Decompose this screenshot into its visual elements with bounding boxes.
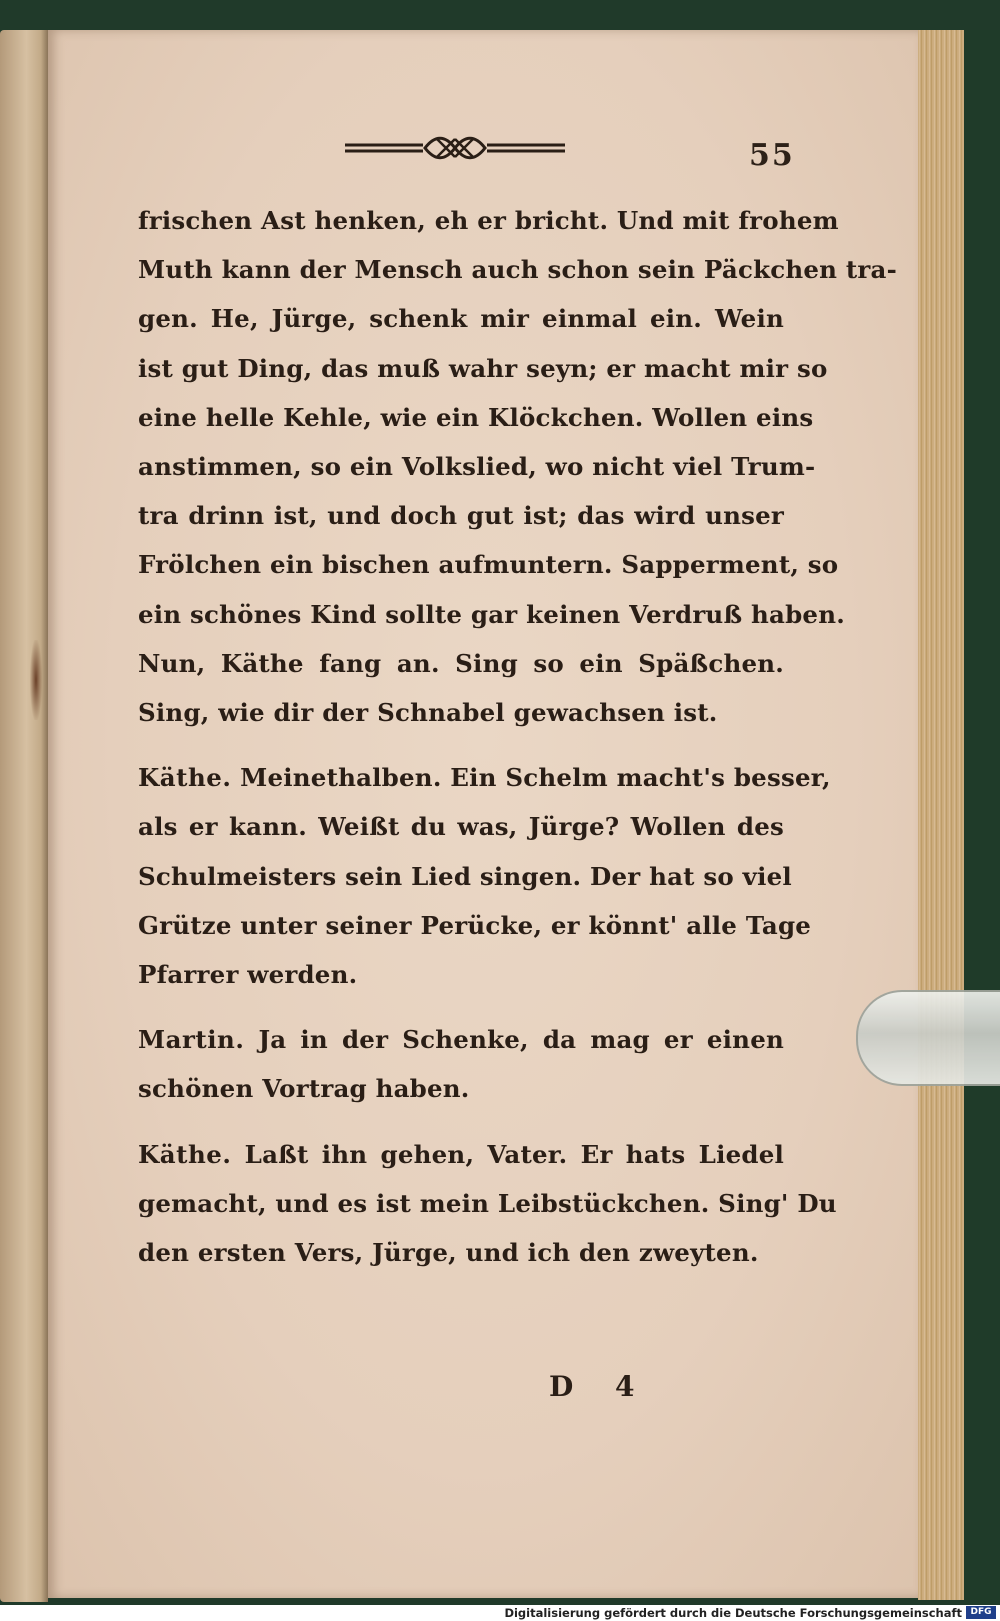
text-line: Sing, wie dir der Schnabel gewachsen ist. (138, 698, 718, 728)
paragraph-2 (138, 753, 831, 999)
speaker-name: Käthe. (138, 1139, 232, 1169)
text-line: Frölchen ein bischen aufmuntern. Sapperment, so (138, 550, 839, 580)
text-line: Schulmeisters sein Lied singen. Der hat so viel (138, 861, 792, 891)
text-line: Ja in der Schenke, da mag er einen (258, 1025, 784, 1055)
text-line: Laßt ihn gehen, Vater. Er hats Liedel (244, 1139, 784, 1169)
text-line: Nun, Käthe fang an. Sing so ein Späßchen. (138, 648, 784, 678)
left-page-edge (0, 30, 48, 1602)
bookmark-clip (856, 990, 1000, 1086)
scan-border (964, 30, 1000, 1605)
text-line: den ersten Vers, Jürge, und ich den zweyten. (138, 1238, 759, 1268)
text-line: gen. He, Jürge, schenk mir einmal ein. Wein (138, 304, 784, 334)
text-line: frischen Ast henken, eh er bricht. Und mit frohem (138, 206, 839, 235)
footer-credit: Digitalisierung gefördert durch die Deutsche Forschungsgemeinschaft (504, 1606, 962, 1620)
text-line: anstimmen, so ein Volkslied, wo nicht viel Trum- (138, 452, 816, 482)
signature-mark: D 4 (549, 1370, 651, 1403)
main-text (138, 196, 897, 1277)
text-line: als er kann. Weißt du was, Jürge? Wollen des (138, 812, 784, 842)
text-line: Meinethalben. Ein Schelm macht's besser, (240, 763, 831, 793)
text-line: tra drinn ist, und doch gut ist; das wird unser (138, 501, 784, 531)
speaker-name: Martin. (138, 1025, 245, 1055)
text-line: eine helle Kehle, wie ein Klöckchen. Wollen eins (138, 402, 814, 432)
paper-stain (30, 640, 42, 720)
text-line: Pfarrer werden. (138, 960, 358, 990)
text-line: Muth kann der Mensch auch schon sein Päckchen tra- (138, 255, 897, 285)
paragraph-4 (138, 1130, 837, 1278)
text-line: gemacht, und es ist mein Leibstückchen. Sing' Du (138, 1188, 837, 1218)
paragraph-1 (138, 196, 897, 737)
page-stack-edge (918, 30, 967, 1600)
paragraph-3 (138, 1015, 784, 1113)
dfg-logo: DFG (966, 1606, 996, 1619)
header-ornament-icon (345, 133, 565, 163)
text-line: ist gut Ding, das muß wahr seyn; er macht mir so (138, 353, 828, 383)
speaker-name: Käthe. (138, 763, 232, 793)
text-line: Grütze unter seiner Perücke, er könnt' alle Tage (138, 910, 812, 940)
text-line: schönen Vortrag haben. (138, 1074, 470, 1104)
text-line: ein schönes Kind sollte gar keinen Verdruß haben. (138, 599, 845, 629)
page-number: 55 (749, 138, 795, 173)
